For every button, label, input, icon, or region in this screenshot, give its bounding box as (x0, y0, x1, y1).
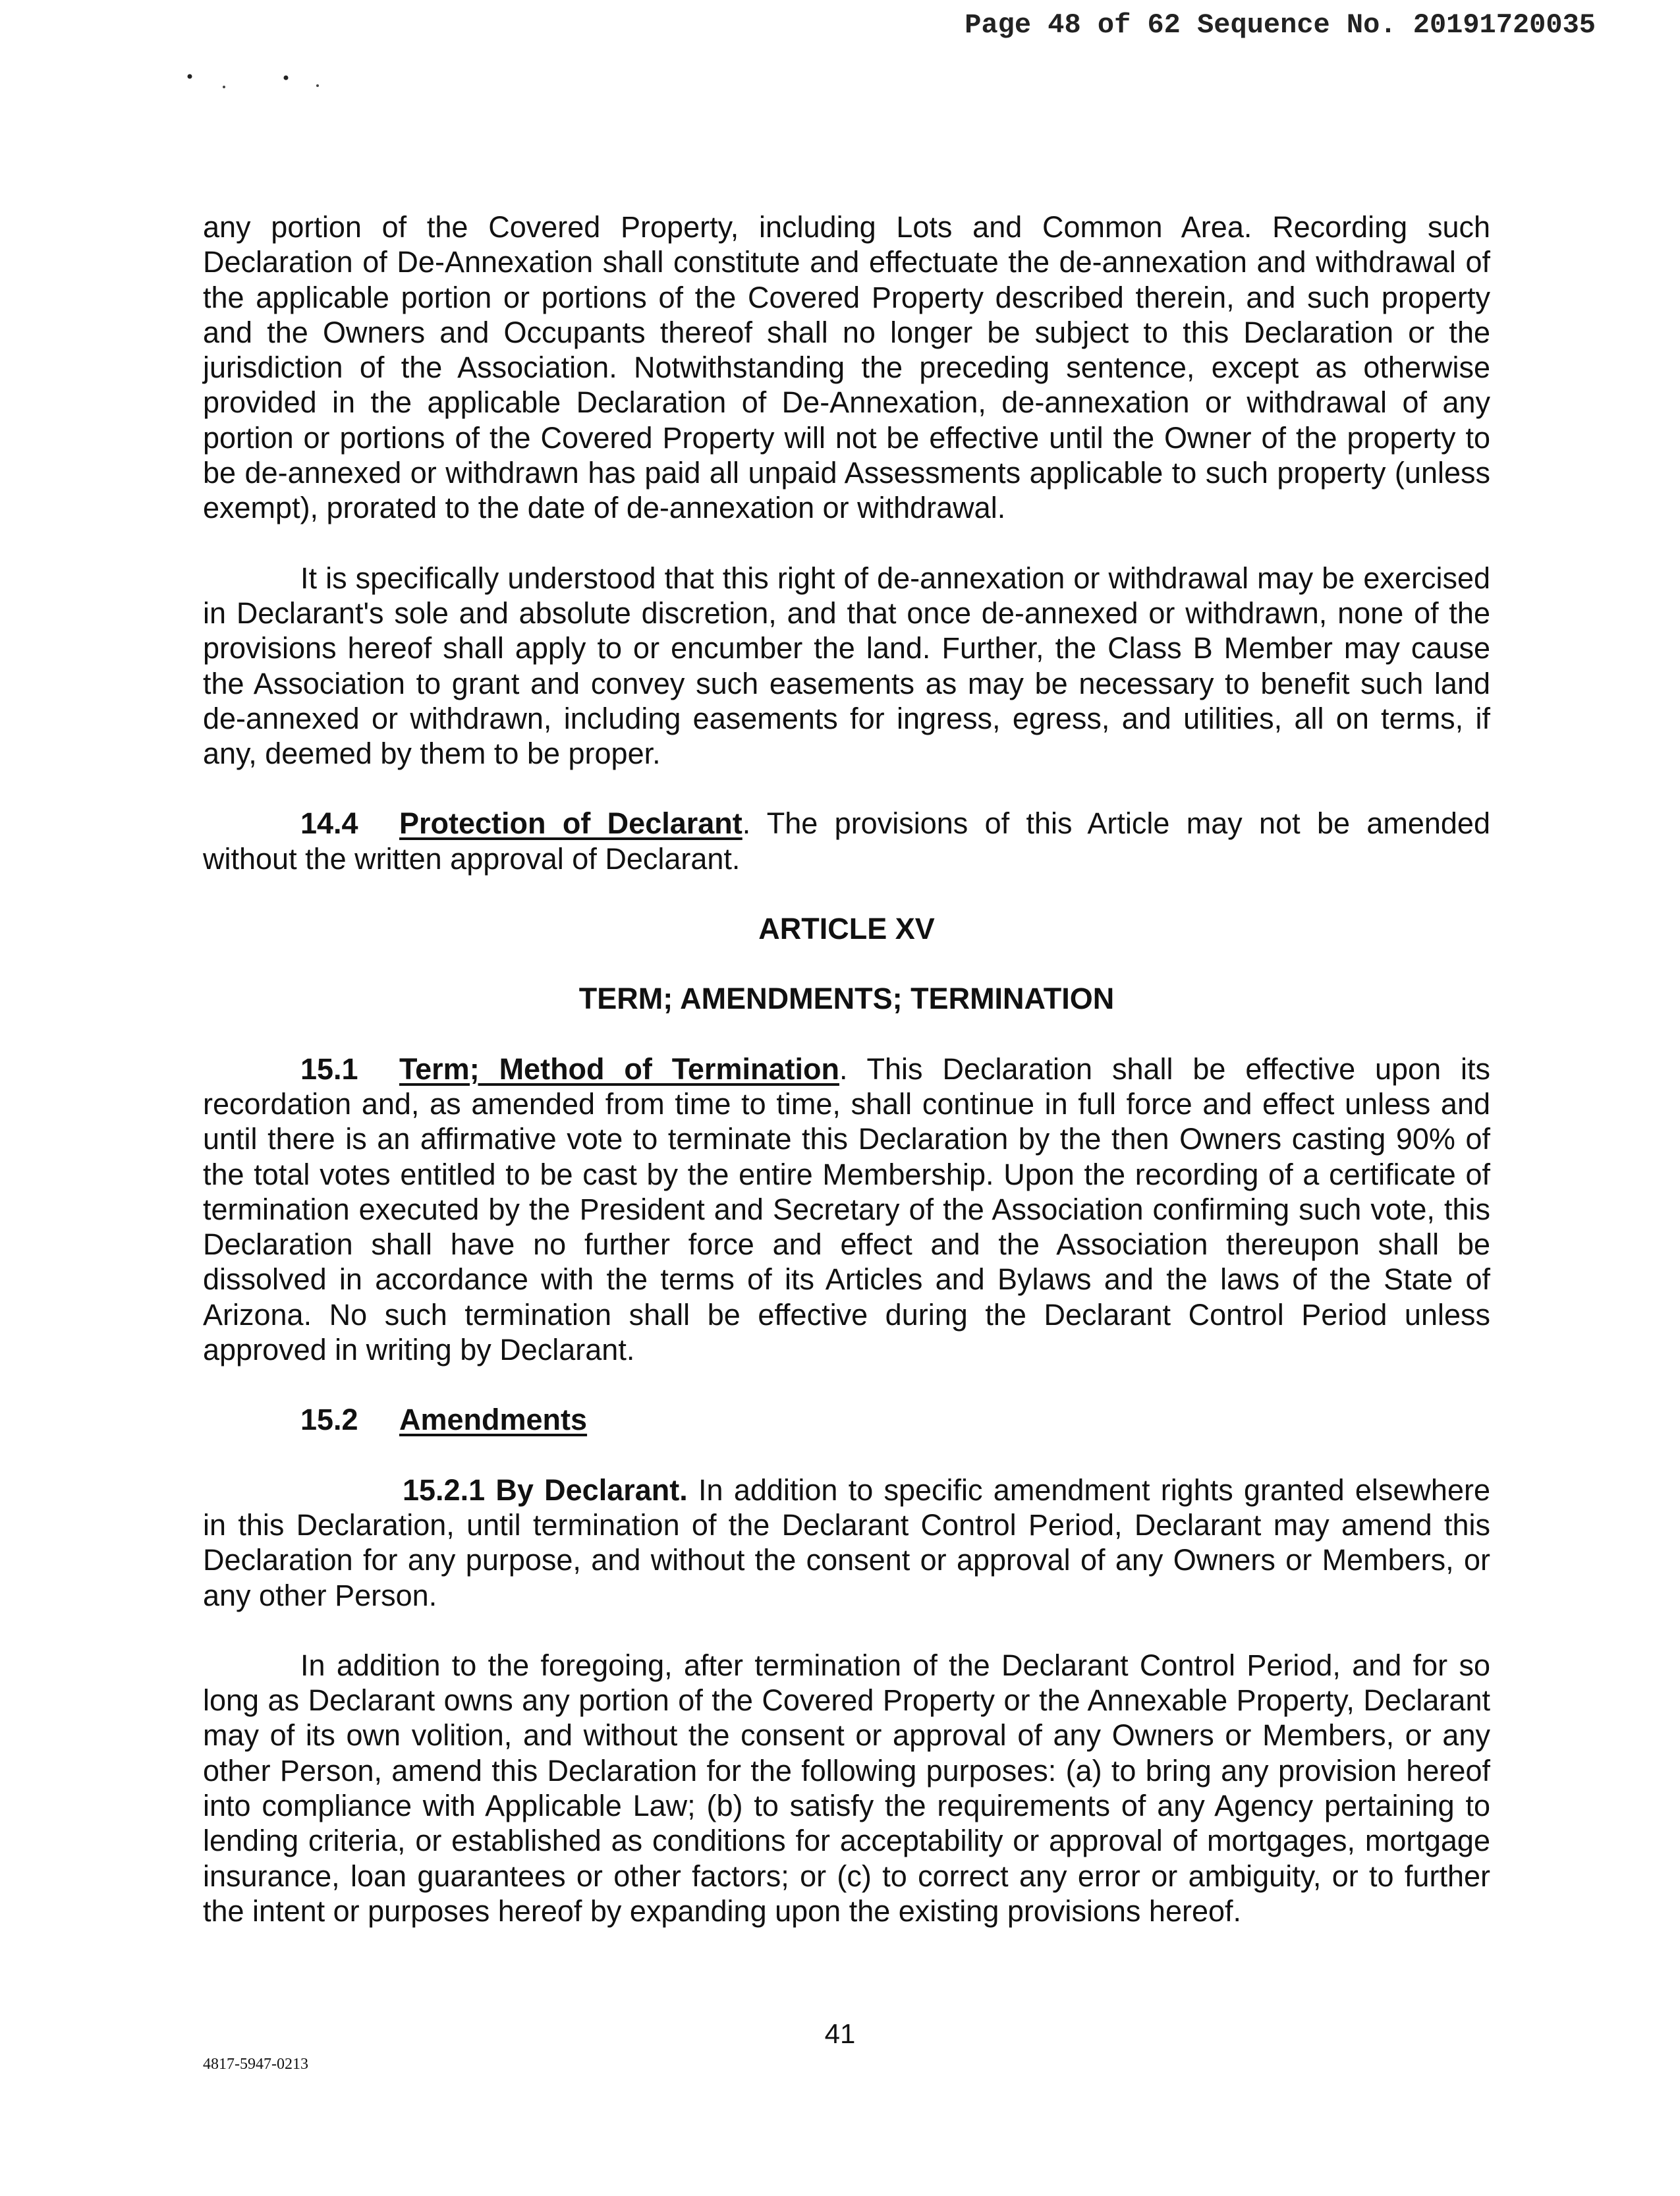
section-15-2-1 (203, 1473, 1490, 1613)
subsection-text: In addition to specific amendment rights granted elsewhere in this Declaration, until termination of the Declarant Control Period, Declarant may amend this Declaration for any purpose, and without the consent or approval of any Owners or Members, or any other Person. (203, 1473, 1490, 1612)
section-15-2 (203, 1402, 1490, 1437)
section-14-4 (203, 806, 1490, 876)
section-15-1 (203, 1052, 1490, 1368)
page-number: 41 (824, 2018, 856, 2049)
paragraph-deannexation-discretion: It is specifically understood that this right of de-annexation or withdrawal may be exercised in Declarant's sole and absolute discretion, and that once de-annexed or withdrawn, none of the provisions hereof shall apply to or encumber the land. Further, the Class B Member may cause the Association to grant and convey such easements as may be necessary to benefit such land de-annexed or withdrawn, including easements for ingress, egress, and utilities, all on terms, if any, deemed by them to be proper. (203, 561, 1490, 771)
section-number: 15.1 (300, 1052, 358, 1086)
section-title: Term; Method of Termination (399, 1052, 839, 1086)
section-text: . This Declaration shall be effective upon its recordation and, as amended from time to time, shall continue in full force and effect unless and until there is an affirmative vote to terminate this Declaration by the then Owners casting 90% of the total votes entitled to be cast by the entire Membership. Upon the recording of a certificate of termination executed by the President and Secretary of the Association confirming such vote, this Declaration shall have no further force and effect and the Association thereupon shall be dissolved in accordance with the terms of its Articles and Bylaws and the laws of the State of Arizona. No such termination shall be effective during the Declarant Control Period unless approved in writing by Declarant. (203, 1052, 1490, 1367)
scan-specks (186, 70, 331, 96)
document-body (203, 210, 1490, 1929)
section-title: Amendments (399, 1403, 588, 1437)
page-sequence-stamp: Page 48 of 62 Sequence No. 20191720035 (965, 9, 1596, 41)
subsection-label: 15.2.1 By Declarant. (403, 1473, 688, 1507)
article-title: TERM; AMENDMENTS; TERMINATION (578, 982, 1115, 1016)
section-number: 15.2 (300, 1403, 358, 1437)
paragraph-amendment-purposes: In addition to the foregoing, after termination of the Declarant Control Period, and for so long as Declarant owns any portion of the Covered Property or the Annexable Property, Declarant may of its own volition, and without the consent or approval of any Owners or Members, or any other Person, amend this Declaration for the following purposes: (a) to bring any provision hereof into compliance with Applicable Law; (b) to satisfy the requirements of any Agency pertaining to lending criteria, or established as conditions for acceptability or approval of mortgages, mortgage insurance, loan guarantees or other factors; or (c) to correct any error or ambiguity, or to further the intent or purposes hereof by expanding upon the existing provisions hereof. (203, 1648, 1490, 1928)
document-id: 4817-5947-0213 (203, 2056, 308, 2073)
paragraph-deannexation-continued: any portion of the Covered Property, including Lots and Common Area. Recording such Declaration of De-Annexation shall constitute and effectuate the de-annexation and withdrawal of the applicable portion or portions of the Covered Property described therein, and such property and the Owners and Occupants thereof shall no longer be subject to this Declaration or the jurisdiction of the Association. Notwithstanding the preceding sentence, except as otherwise provided in the applicable Declaration of De-Annexation, de-annexation or withdrawal of any portion or portions of the Covered Property will not be effective until the Owner of the property to be de-annexed or withdrawn has paid all unpaid Assessments applicable to such property (unless exempt), prorated to the date of de-annexation or withdrawal. (203, 210, 1490, 525)
section-number: 14.4 (300, 806, 358, 841)
section-title: Protection of Declarant (399, 806, 742, 841)
article-heading: ARTICLE XV (758, 912, 935, 946)
section-text: . The provisions of this Article may not be amended without the written approval of Declarant. (203, 806, 1490, 876)
